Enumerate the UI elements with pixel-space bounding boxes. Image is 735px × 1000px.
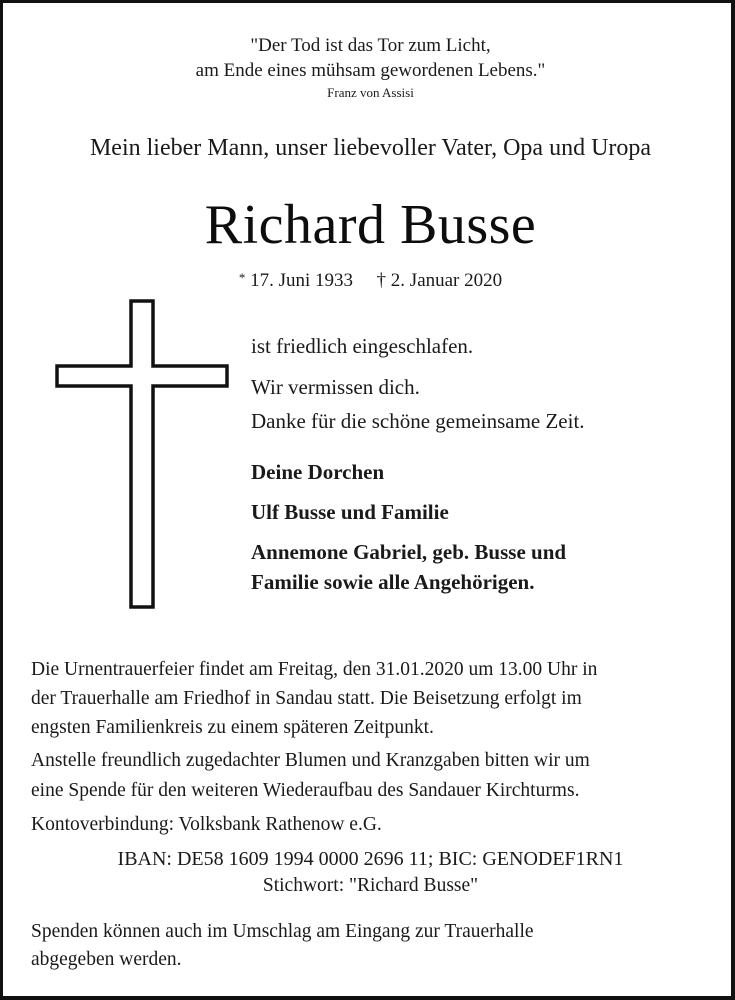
ceremony-line-2: der Trauerhalle am Friedhof in Sandau statt. Die Beisetzung erfolgt im xyxy=(31,688,582,709)
birth-star-icon: * xyxy=(238,270,246,285)
death-dagger-icon: † xyxy=(376,270,387,291)
mourner-2: Ulf Busse und Familie xyxy=(251,500,449,524)
mourner-4: Familie sowie alle Angehörigen. xyxy=(251,570,535,594)
donation-line-1: Anstelle freundlich zugedachter Blumen und Kranzgaben bitten wir um xyxy=(31,750,590,771)
message-line-2: Wir vermissen dich. xyxy=(251,375,420,399)
intro-line: Mein lieber Mann, unser liebevoller Vater, Opa und Uropa xyxy=(89,135,652,161)
iban-bic: IBAN: DE58 1609 1994 0000 2696 11; BIC: GENODEF1RN1 xyxy=(117,848,624,870)
life-dates xyxy=(3,271,735,290)
donation-line-2: eine Spende für den weiteren Wiederaufbau des Sandauer Kirchturms. xyxy=(31,780,580,801)
quote-line-1: "Der Tod ist das Tor zum Licht, xyxy=(250,35,491,56)
donation-note-line-1: Spenden können auch im Umschlag am Eingang zur Trauerhalle xyxy=(31,921,534,942)
bank-account: Kontoverbindung: Volksbank Rathenow e.G. xyxy=(31,814,382,835)
quote-attribution: Franz von Assisi xyxy=(327,85,414,100)
cross-icon xyxy=(55,299,231,611)
donation-note-line-2: abgegeben werden. xyxy=(31,949,182,970)
ceremony-line-3: engsten Familienkreis zu einem späteren Zeitpunkt. xyxy=(31,717,434,738)
mourner-3: Annemone Gabriel, geb. Busse und xyxy=(251,540,567,564)
mourner-1: Deine Dorchen xyxy=(251,460,385,484)
deceased-name: Richard Busse xyxy=(204,194,537,256)
quote-line-2: am Ende eines mühsam gewordenen Lebens." xyxy=(195,60,546,81)
message-line-3: Danke für die schöne gemeinsame Zeit. xyxy=(251,409,585,433)
donation-keyword: Stichwort: "Richard Busse" xyxy=(262,875,479,896)
birth-date: 17. Juni 1933 xyxy=(250,270,354,291)
ceremony-line-1: Die Urnentrauerfeier findet am Freitag, den 31.01.2020 um 13.00 Uhr in xyxy=(31,659,598,680)
death-date: 2. Januar 2020 xyxy=(390,270,503,291)
message-line-1: ist friedlich eingeschlafen. xyxy=(251,334,474,358)
